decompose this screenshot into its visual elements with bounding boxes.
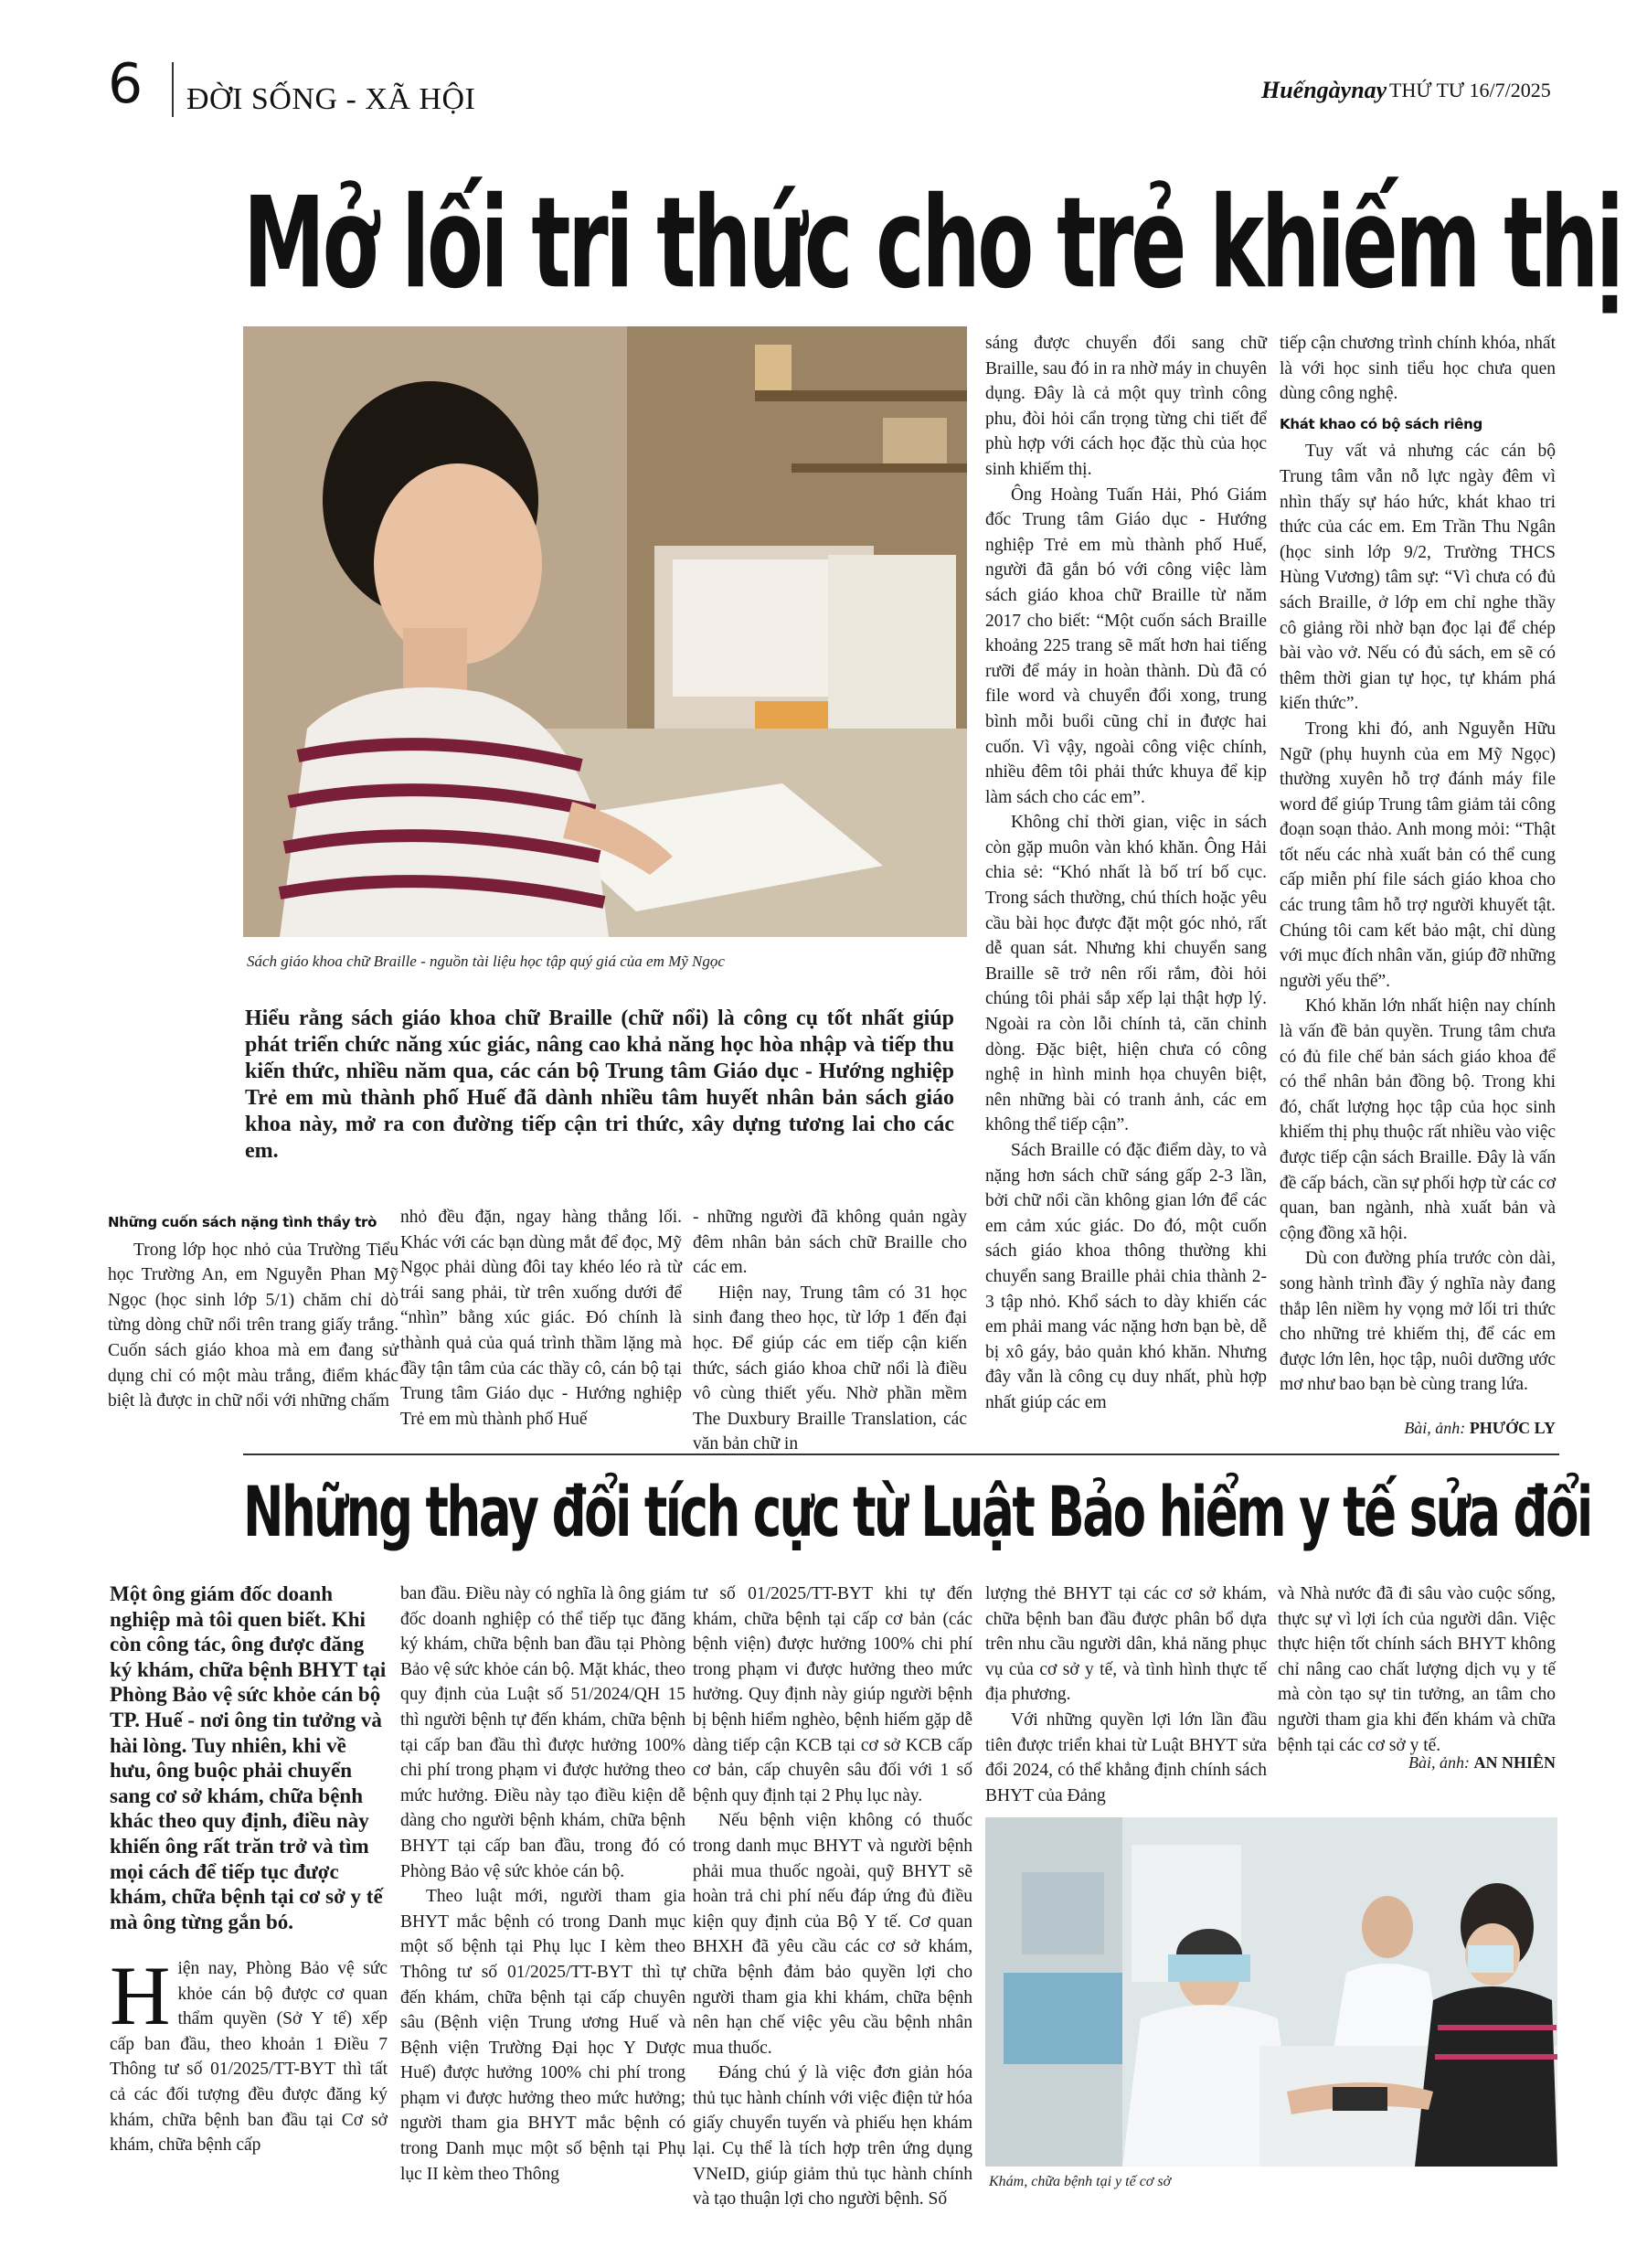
- article1-col5-p4: Khó khăn lớn nhất hiện nay chính là vấn đề bản quyền. Trung tâm chưa có đủ file chế bản sách giáo khoa để có thể nhân bản đồng bộ. Trong khi đó, chất lượng học tập của học sinh khiếm thị phụ thuộc rất nhiều vào việc được tiếp cận sách Braille. Đây là vấn đề cấp bách, cần sự phối hợp từ các cơ quan, ban ngành, nhà xuất bản và cộng đồng xã hội.: [1280, 996, 1556, 1243]
- article1-col4-p3: Không chỉ thời gian, việc in sách còn gặp muôn vàn khó khăn. Ông Hải chia sẻ: “Khó nhất là bố trí bố cục. Trong sách thường, chú thích hoặc yêu cầu bài học được đặt một góc nhỏ, rất dễ quan sát. Nhưng khi chuyển sang Braille sẽ trở nên rối rắm, đòi hỏi chúng tôi phải sắp xếp lại thật hợp lý. Ngoài ra còn lỗi chính tả, căn chỉnh dòng. Đặc biệt, hiện chưa có công nghệ in hình minh họa chuyên biệt, nên những bài có tranh ảnh, các em không thể tiếp cận”.: [985, 813, 1267, 1135]
- article2-dropcap: H: [110, 1949, 171, 2042]
- article2-col4: [985, 1581, 1267, 1808]
- article1-col2: [400, 1205, 682, 1432]
- article1-col3: [693, 1205, 967, 1457]
- article2-col3-p3: Đáng chú ý là việc đơn giản hóa thủ tục hành chính với việc điện tử hóa giấy chuyển tuyến và phiếu hẹn khám lại. Cụ thể là tích hợp trên ứng dụng VNeID, giúp giảm thủ tục hành chính và tạo thuận lợi cho người bệnh. Số: [693, 2063, 972, 2209]
- article1-byline: [1280, 1419, 1556, 1438]
- article2-col3-p2: Nếu bệnh viện không có thuốc trong danh mục BHYT và người bệnh phải mua thuốc ngoài, quỹ BHYT sẽ hoàn trả chi phí nếu đáp ứng đủ điều kiện quy định của Bộ Y tế. Cơ quan BHXH đã yêu cầu các cơ sở khám, chữa bệnh đảm bảo quyền lợi cho người tham gia khi khám, chữa bệnh nên hạn chế việc yêu cầu bệnh nhân mua thuốc.: [693, 1811, 972, 2058]
- article1-headline: Mở lối tri thức cho trẻ khiếm thị: [243, 169, 1621, 316]
- article1-col5-p5: Dù con đường phía trước còn dài, song hành trình đầy ý nghĩa này đang thắp lên niềm hy vọng mở lối tri thức cho những trẻ khiếm thị, để các em được lớn lên, học tập, nuôi dưỡng ước mơ như bao bạn bè cùng trang lứa.: [1280, 1249, 1556, 1395]
- article2-col2-p2: Theo luật mới, người tham gia BHYT mắc bệnh có trong Danh mục một số bệnh tại Phụ lục I kèm theo Thông tư số 01/2025/TT-BYT thì tự đến khám, chữa bệnh tại cấp chuyên sâu (Bệnh viện Trung ương Huế và Bệnh viện Trường Đại học Y Dược Huế) được hưởng 100% chi phí trong phạm vi được hưởng theo mức hưởng; người tham gia BHYT mắc bệnh có trong Danh mục một số bệnh tại Phụ lục II kèm theo Thông: [400, 1887, 685, 2184]
- section-title: ĐỜI SỐNG - XÃ HỘI: [186, 82, 476, 116]
- article2-photo: [985, 1817, 1557, 2167]
- article1-col2-p1: nhỏ đều đặn, ngay hàng thẳng lối. Khác với các bạn dùng mắt để đọc, Mỹ Ngọc phải dùng đôi tay khéo léo rà từ trái sang phải, từ trên xuống dưới để “nhìn” bằng xúc giác. Đó chính là thành quả của quá trình thầm lặng mà đầy tận tâm của các thầy cô, cán bộ tại Trung tâm Giáo dục - Hướng nghiệp Trẻ em mù thành phố Huế: [400, 1208, 682, 1429]
- article1-subhead-1: Những cuốn sách nặng tình thầy trò: [108, 1214, 377, 1230]
- article1-photo: [243, 326, 967, 937]
- article2-col3: [693, 1581, 972, 2212]
- issue-date: THỨ TƯ 16/7/2025: [1389, 79, 1551, 101]
- article1-col5: [1280, 331, 1556, 1398]
- article1-col5-p3: Trong khi đó, anh Nguyễn Hữu Ngữ (phụ huynh của em Mỹ Ngọc) thường xuyên hỗ trợ đánh máy file word để giúp Trung tâm giảm tải công đoạn soạn thảo. Anh mong mỏi: “Thật tốt nếu các nhà xuất bản có thể cung cấp miễn phí file sách giáo khoa cho các trung tâm hỗ trợ người khuyết tật. Chúng tôi cam kết bảo mật, chỉ dùng với mục đích nhân văn, giúp đỡ những người yếu thế”.: [1280, 719, 1556, 991]
- article2-byline-name: AN NHIÊN: [1473, 1753, 1556, 1772]
- header-divider: [172, 62, 174, 117]
- article1-byline-name: PHƯỚC LY: [1469, 1419, 1556, 1437]
- article2-col2-p1: ban đầu. Điều này có nghĩa là ông giám đốc doanh nghiệp có thể tiếp tục đăng ký khám, chữa bệnh ban đầu tại Phòng Bảo vệ sức khỏe cán bộ. Mặt khác, theo quy định của Luật số 51/2024/QH 15 thì người bệnh tự đến khám, chữa bệnh tại cấp ban đầu thì được hưởng 100% chi phí trong phạm vi được hưởng theo mức hưởng. Điều này tạo điều kiện dễ dàng cho người bệnh khám, chữa bệnh BHYT tại cấp ban đầu, trong đó có Phòng Bảo vệ sức khỏe cán bộ.: [400, 1584, 685, 1881]
- article2-col4-p2: Với những quyền lợi lớn lần đầu tiên được triển khai từ Luật BHYT sửa đổi 2024, có thể khẳng định chính sách BHYT của Đảng: [985, 1709, 1267, 1805]
- article1-col1-p1: Trong lớp học nhỏ của Trường Tiểu học Trường An, em Nguyễn Phan Mỹ Ngọc (học sinh lớp 5/1) chăm chỉ dò từng dòng chữ nổi trên trang giấy trắng. Cuốn sách giáo khoa mà em đang sử dụng chỉ có một màu trắng, điểm khác biệt là được in chữ nổi với những chấm: [108, 1240, 398, 1411]
- article1-byline-label: Bài, ảnh:: [1404, 1419, 1466, 1437]
- article2-col4-p1: lượng thẻ BHYT tại các cơ sở khám, chữa bệnh ban đầu được phân bổ dựa trên nhu cầu người dân, khả năng phục vụ của cơ sở y tế, và tình hình thực tế địa phương.: [985, 1584, 1267, 1705]
- article1-lead: Hiểu rằng sách giáo khoa chữ Braille (chữ nổi) là công cụ tốt nhất giúp phát triển chức năng xúc giác, nâng cao khả năng học hòa nhập và tiếp thu kiến thức, nhiều năm qua, các cán bộ Trung tâm Giáo dục - Hướng nghiệp Trẻ em mù thành phố Huế đã dành nhiều tâm huyết nhân bản sách giáo khoa này, mở ra con đường tiếp cận tri thức, xây dựng tương lai cho các em.: [245, 1006, 954, 1163]
- photo-medical-checkup: [985, 1817, 1557, 2167]
- article1-col4-p2: Ông Hoàng Tuấn Hải, Phó Giám đốc Trung tâm Giáo dục - Hướng nghiệp Trẻ em mù thành phố Huế, người đã gắn bó với công việc làm sách giáo khoa chữ Braille từ năm 2017 cho biết: “Một cuốn sách Braille khoảng 225 trang sẽ mất hơn hai tiếng rưỡi để máy in hoàn thành. Dù đã có file word và chuyển đổi xong, trung bình mỗi buổi cũng chỉ in được hai cuốn. Vì vậy, ngoài công việc chính, nhiều đêm tôi phải thức khuya để kịp làm sách cho các em”.: [985, 484, 1267, 807]
- article-divider: [243, 1453, 1559, 1455]
- article1-col5-p1: tiếp cận chương trình chính khóa, nhất là với học sinh tiểu học chưa quen dùng công nghệ.: [1280, 334, 1556, 404]
- article1-col3-p1: - những người đã không quản ngày đêm nhân bản sách chữ Braille cho các em.: [693, 1208, 967, 1278]
- article2-col2: [400, 1581, 685, 2187]
- article1-col4-p4: Sách Braille có đặc điểm dày, to và nặng hơn sách chữ sáng gấp 2-3 lần, bởi chữ nổi cần không gian lớn để các em cảm xúc giác. Do đó, một cuốn sách giáo khoa thông thường khi chuyển sang Braille phải chia thành 2-3 tập nhỏ. Khổ sách to dày khiến các em phải mang vác nặng hơn bạn bè, dễ bị xô gáy, bảo quản khó khăn. Nhưng đây vẫn là công cụ duy nhất, phù hợp nhất giúp các em: [985, 1141, 1267, 1412]
- article2-lead: Một ông giám đốc doanh nghiệp mà tôi quen biết. Khi còn công tác, ông được đăng ký khám, chữa bệnh BHYT tại Phòng Bảo vệ sức khỏe cán bộ TP. Huế - nơi ông tin tưởng và hài lòng. Tuy nhiên, khi về hưu, ông buộc phải chuyển sang cơ sở khám, chữa bệnh khác theo quy định, điều này khiến ông rất trăn trở và tìm mọi cách để tiếp tục được khám, chữa bệnh tại cơ sở y tế mà ông từng gắn bó.: [110, 1582, 387, 1933]
- article1-col3-p2: Hiện nay, Trung tâm có 31 học sinh đang theo học, từ lớp 1 đến đại học. Để giúp các em tiếp cận kiến thức, sách giáo khoa chữ nổi là điều vô cùng thiết yếu. Nhờ phần mềm The Duxbury Braille Translation, các văn bản chữ in: [693, 1283, 967, 1454]
- article1-col5-p2: Tuy vất vả nhưng các cán bộ Trung tâm vẫn nỗ lực ngày đêm vì nhìn thấy sự háo hức, khát khao tri thức của các em. Em Trần Thu Ngân (học sinh lớp 9/2, Trường THCS Hùng Vương) tâm sự: “Vì chưa có đủ sách Braille, ở lớp em chỉ nghe thầy cô giảng rồi nhờ bạn đọc lại để chép bài vào vở. Nếu có đủ sách, em sẽ có thêm thời gian tự học, tự khám phá kiến thức”.: [1280, 442, 1556, 714]
- paper-logo: Huếngàynay: [1261, 77, 1387, 103]
- article1-col4: [985, 331, 1267, 1416]
- page-number: 6: [108, 52, 143, 116]
- article2-byline: [1278, 1753, 1556, 1773]
- article2-photo-caption: Khám, chữa bệnh tại y tế cơ sở: [989, 2174, 1172, 2189]
- article1-photo-caption: Sách giáo khoa chữ Braille - nguồn tài liệu học tập quý giá của em Mỹ Ngọc: [247, 953, 725, 970]
- article2-col5: [1278, 1581, 1556, 1758]
- photo-girl-reading-braille: [243, 326, 967, 937]
- article2-headline: Những thay đổi tích cực từ Luật Bảo hiểm y tế sửa đổi: [243, 1473, 1591, 1553]
- article2-col5-p1: và Nhà nước đã đi sâu vào cuộc sống, thực sự vì lợi ích của người dân. Việc thực hiện tốt chính sách BHYT không chỉ nâng cao chất lượng dịch vụ y tế mà còn tạo sự tin tưởng, an tâm cho người tham gia khi đến khám và chữa bệnh tại các cơ sở y tế.: [1278, 1584, 1556, 1755]
- article1-subhead-2: Khát khao có bộ sách riêng: [1280, 415, 1482, 432]
- article2-byline-label: Bài, ảnh:: [1408, 1753, 1470, 1772]
- article2-col1-p1: iện nay, Phòng Bảo vệ sức khỏe cán bộ được cơ quan thẩm quyền (Sở Y tế) xếp cấp ban đầu, theo khoản 1 Điều 7 Thông tư số 01/2025/TT-BYT thì tất cả các đối tượng đều được đăng ký khám, chữa bệnh ban đầu tại Cơ sở khám, chữa bệnh cấp: [110, 1959, 388, 2156]
- article1-col4-p1: sáng được chuyển đổi sang chữ Braille, sau đó in ra nhờ máy in chuyên dụng. Đây là cả một quy trình công phu, đòi hỏi cẩn trọng từng chi tiết để phù hợp với cách học đặc thù của học sinh khiếm thị.: [985, 334, 1267, 479]
- article2-col3-p1: tư số 01/2025/TT-BYT khi tự đến khám, chữa bệnh tại cấp cơ bản (các bệnh viện) được hưởng 100% chi phí trong phạm vi được hưởng theo mức hưởng. Quy định này giúp người bệnh bị bệnh hiểm nghèo, bệnh hiếm gặp dễ dàng tiếp cận KCB tại cơ sở KCB cấp cơ bản, cấp chuyên sâu đối với 1 số bệnh quy định tại 2 Phụ lục này.: [693, 1584, 972, 1805]
- article1-col1: [108, 1205, 398, 1414]
- article2-col1: [110, 1949, 388, 2158]
